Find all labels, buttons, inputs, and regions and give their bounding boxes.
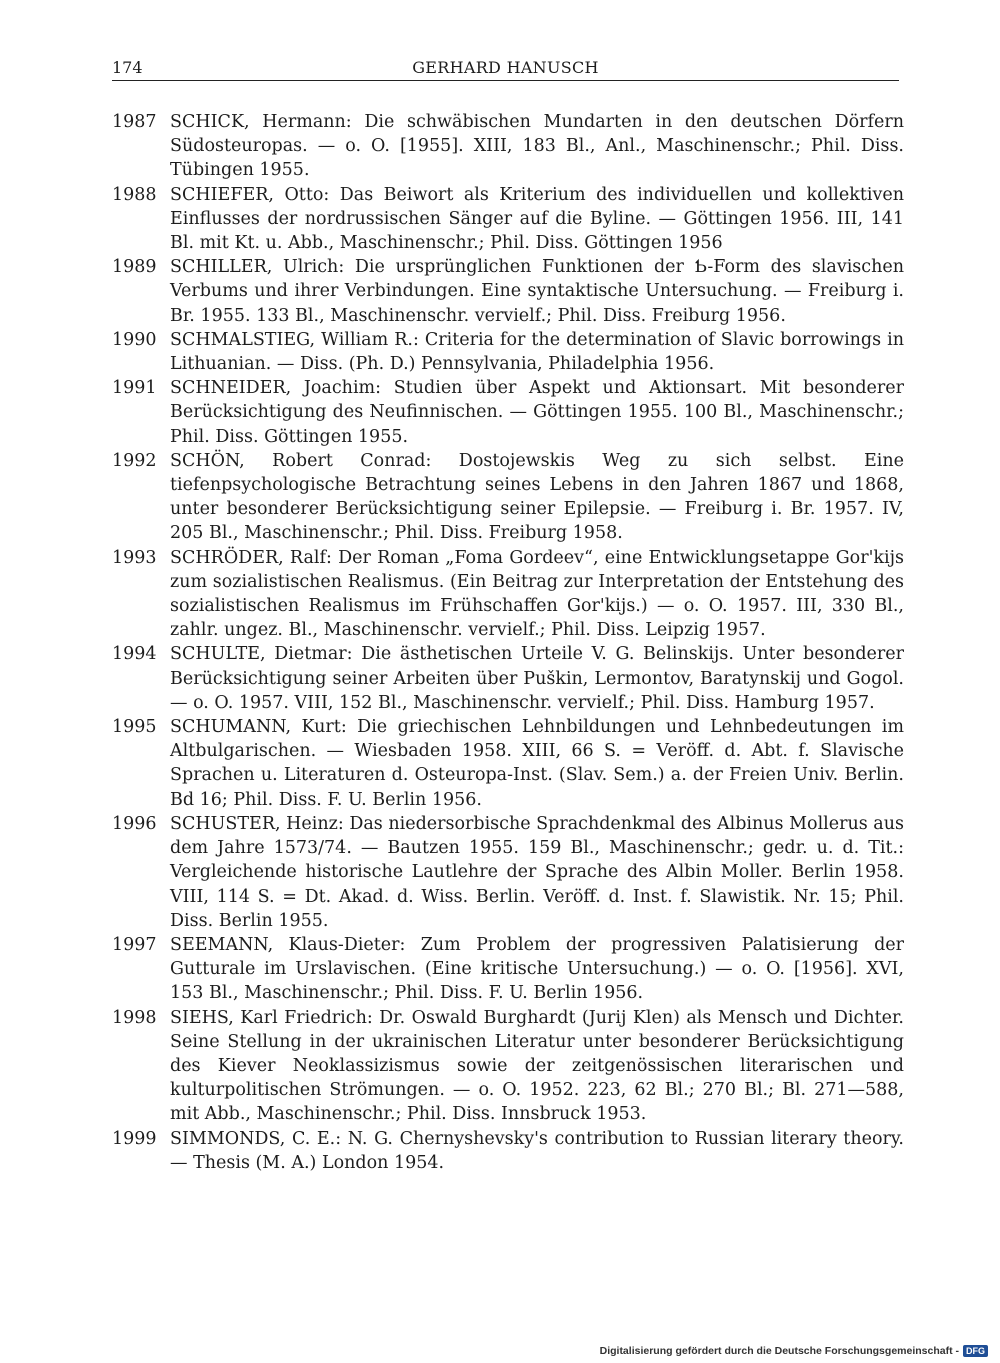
entry-text: SCHMALSTIEG, William R.: Criteria for the determination of Slavic borrowings in Lithuanian. — Diss. (Ph. D.) Pennsylvania, Philadelphia 1956. — [170, 329, 904, 375]
bibliography-list — [112, 110, 904, 1175]
entry-number: 1991 — [112, 378, 157, 399]
entry-text: SCHULTE, Dietmar: Die ästhetischen Urteile V. G. Belinskijs. Unter besonderer Berücksichtigung seiner Arbeiten über Puškin, Lermontov, Baratynskij und Gogol. — o. O. 1957. VIII, 152 Bl., Maschinenschr. vervielf.; Phil. Diss. Hamburg 1957. — [170, 644, 904, 713]
entry-number: 1999 — [112, 1128, 157, 1149]
entry-number: 1996 — [112, 813, 157, 834]
list-item — [112, 183, 904, 256]
entry-number: 1990 — [112, 329, 157, 350]
dfg-logo-icon: DFG — [963, 1345, 988, 1357]
entry-number: 1994 — [112, 644, 157, 665]
entry-number: 1989 — [112, 257, 157, 278]
entry-text: SCHÖN, Robert Conrad: Dostojewskis Weg zu sich selbst. Eine tiefenpsychologische Betrachtung seines Lebens in den Jahren 1867 und 1868, unter besonderer Berücksichtigung seiner Epilepsie. — Freiburg i. Br. 1957. IV, 205 Bl., Maschinenschr.; Phil. Diss. Freiburg 1958. — [170, 450, 904, 544]
entry-number: 1997 — [112, 934, 157, 955]
entry-text: SCHRÖDER, Ralf: Der Roman „Foma Gordeev“, eine Entwicklungsetappe Gor'kijs zum sozialistischen Realismus. (Ein Beitrag zur Interpretation der Entstehung des sozialistischen Realismus im Frühschaffen Gor'kijs.) — o. O. 1957. III, 330 Bl., zahlr. ungez. Bl., Maschinenschr. vervielf.; Phil. Diss. Leipzig 1957. — [170, 547, 904, 641]
entry-text: SCHILLER, Ulrich: Die ursprünglichen Funktionen der Ƅ-Form des slavischen Verbums und ihrer Verbindungen. Eine syntaktische Untersuchung. — Freiburg i. Br. 1955. 133 Bl., Maschinenschr. vervielf.; Phil. Diss. Freiburg 1956. — [170, 257, 904, 326]
list-item — [112, 812, 904, 933]
entry-text: SEEMANN, Klaus-Dieter: Zum Problem der progressiven Palatisierung der Gutturale im Urslavischen. (Eine kritische Untersuchung.) — o. O. [1956]. XVI, 153 Bl., Maschinenschr.; Phil. Diss. F. U. Berlin 1956. — [170, 934, 904, 1004]
list-item — [112, 546, 904, 643]
list-item — [112, 933, 904, 1006]
entry-text: SCHIEFER, Otto: Das Beiwort als Kriterium des individuellen und kollektiven Einflusses der nordrussischen Sänger auf die Byline. — Göttingen 1956. III, 141 Bl. mit Kt. u. Abb., Maschinenschr.; Phil. Diss. Göttingen 1956 — [170, 184, 904, 254]
page-number: 174 — [112, 58, 143, 77]
list-item — [112, 255, 904, 328]
list-item — [112, 1127, 904, 1175]
entry-text: SCHUMANN, Kurt: Die griechischen Lehnbildungen und Lehnbedeutungen im Altbulgarischen. — Wiesbaden 1958. XIII, 66 S. = Veröff. d. Abt. f. Slavische Sprachen u. Literaturen d. Osteuropa-Inst. (Slav. Sem.) a. der Freien Univ. Berlin. Bd 16; Phil. Diss. F. U. Berlin 1956. — [170, 717, 904, 810]
list-item — [112, 110, 904, 183]
entry-number: 1987 — [112, 112, 157, 132]
list-item — [112, 715, 904, 812]
entry-text: SCHNEIDER, Joachim: Studien über Aspekt und Aktionsart. Mit besonderer Berücksichtigung des Neufinnischen. — Göttingen 1955. 100 Bl., Maschinenschr.; Phil. Diss. Göttingen 1955. — [170, 378, 904, 447]
entry-number: 1995 — [112, 717, 157, 738]
list-item — [112, 1006, 904, 1127]
list-item — [112, 328, 904, 376]
list-item — [112, 449, 904, 546]
list-item — [112, 642, 904, 715]
entry-text: SIMMONDS, C. E.: N. G. Chernyshevsky's contribution to Russian literary theory. — Thesis (M. A.) London 1954. — [170, 1128, 904, 1173]
entry-number: 1992 — [112, 450, 157, 471]
entry-number: 1998 — [112, 1007, 157, 1028]
entry-text: SCHUSTER, Heinz: Das niedersorbische Sprachdenkmal des Albinus Mollerus aus dem Jahre 1573/74. — Bautzen 1955. 159 Bl., Maschinenschr.; gedr. u. d. Tit.: Vergleichende historische Lautlehre der Sprache des Albin Moller. Berlin 1958. VIII, 114 S. = Dt. Akad. d. Wiss. Berlin. Veröff. d. Inst. f. Slawistik. Nr. 15; Phil. Diss. Berlin 1955. — [170, 813, 904, 931]
running-title: GERHARD HANUSCH — [412, 58, 599, 77]
digitization-footer — [600, 1345, 988, 1357]
entry-number: 1993 — [112, 547, 157, 568]
page-header — [112, 58, 899, 81]
entry-number: 1988 — [112, 184, 157, 205]
entry-text: SCHICK, Hermann: Die schwäbischen Mundarten in den deutschen Dörfern Südosteuropas. — o. O. [1955]. XIII, 183 Bl., Anl., Maschinenschr.; Phil. Diss. Tübingen 1955. — [170, 112, 904, 181]
list-item — [112, 376, 904, 449]
entry-text: SIEHS, Karl Friedrich: Dr. Oswald Burghardt (Jurij Klen) als Mensch und Dichter. Seine Stellung in der ukrainischen Literatur unter besonderer Berücksichtigung des Kiever Neoklassizismus sowie der zeitgenössischen literarischen und kulturpolitischen Strömungen. — o. O. 1952. 223, 62 Bl.; 270 Bl.; Bl. 271—588, mit Abb., Maschinenschr.; Phil. Diss. Innsbruck 1953. — [170, 1007, 904, 1125]
footer-text: Digitalisierung gefördert durch die Deutsche Forschungsgemeinschaft - — [599, 1345, 959, 1357]
